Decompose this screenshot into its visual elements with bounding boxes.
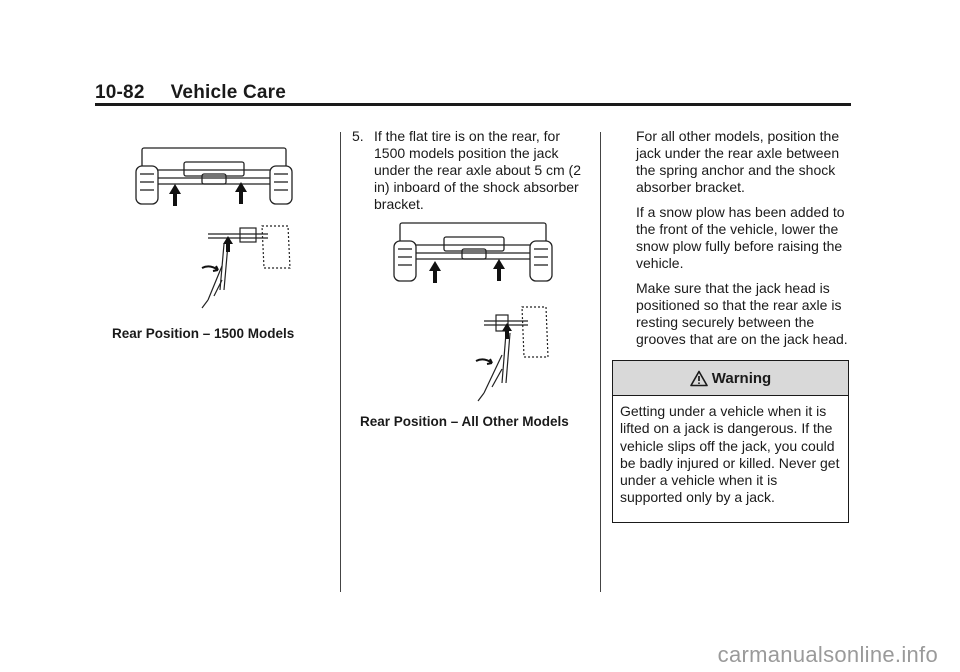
step-5 (352, 128, 592, 213)
warning-box (612, 360, 849, 523)
column-divider (340, 132, 341, 592)
warning-text: Getting under a vehicle when it is lifted on a jack is dangerous. If the vehicle slips off the jack, you could be badly injured or killed. Never get under a vehicle when it is supported only by a jack. (620, 403, 840, 506)
header-rule (95, 103, 851, 106)
figure-caption-1500: Rear Position – 1500 Models (112, 326, 295, 341)
column-divider (600, 132, 601, 592)
warning-title: Warning (711, 369, 772, 387)
figure-caption-other: Rear Position – All Other Models (360, 414, 569, 429)
step-text: If the flat tire is on the rear, for 1500 models position the jack under the rear axle about 5 cm (2 in) inboard of the shock absorber bracket. (374, 128, 582, 212)
step-number: 5. (352, 128, 364, 144)
column-3-text (636, 128, 854, 356)
rear-position-other-illustration (388, 215, 573, 405)
warning-header (613, 361, 848, 396)
section-title: Vehicle Care (170, 82, 287, 103)
watermark: carmanualsonline.info (717, 642, 938, 667)
paragraph: For all other models, position the jack under the rear axle between the spring anchor and the shock absorber bracket. (636, 128, 840, 195)
page-number: 10-82 (95, 82, 145, 103)
paragraph: If a snow plow has been added to the front of the vehicle, lower the snow plow fully before raising the vehicle. (636, 204, 845, 271)
page-header (95, 82, 286, 104)
warning-triangle-icon (690, 370, 708, 387)
rear-position-1500-illustration (128, 140, 313, 312)
paragraph: Make sure that the jack head is positioned so that the rear axle is resting securely between the grooves that are on the jack head. (636, 280, 848, 347)
